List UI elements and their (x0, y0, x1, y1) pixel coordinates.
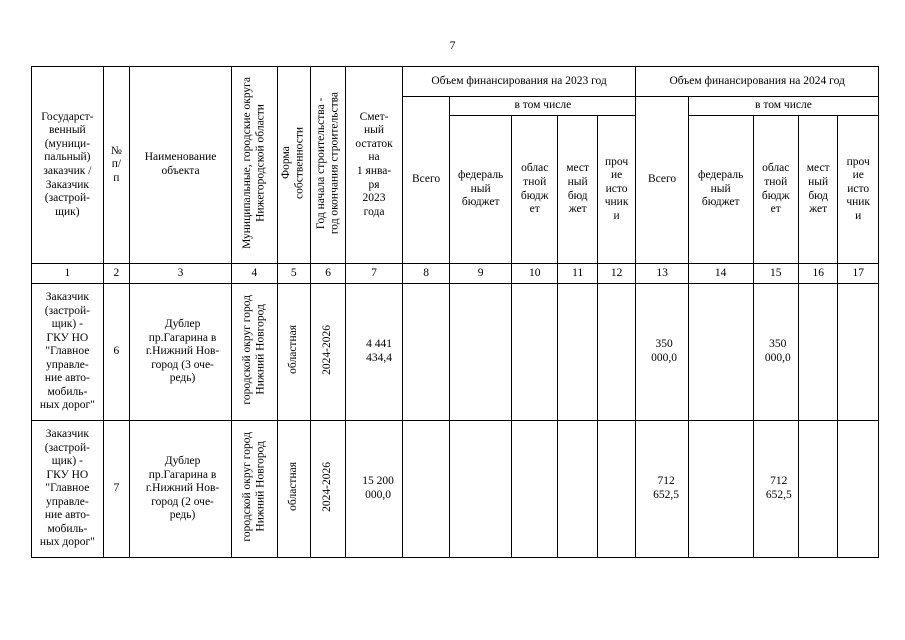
row-federal-2023 (450, 284, 512, 421)
row-other-2024 (838, 421, 879, 558)
header-fin-2023: Объем финансирования на 2023 год (402, 67, 635, 97)
row-customer: Заказчик (застрой- щик) - ГКУ НО "Главное управле- ние авто- мобиль- ных дорог" (32, 421, 104, 558)
row-num: 6 (103, 284, 129, 421)
table-row (32, 421, 879, 558)
financing-table (31, 66, 879, 558)
page-number: 7 (449, 38, 456, 52)
row-ownership: областная (277, 284, 310, 421)
header-years: Год начала строительства - год окончания строительства (310, 67, 345, 264)
row-ownership: областная (277, 421, 310, 558)
column-number: 16 (798, 264, 837, 284)
header-object-name: Наименование объекта (130, 67, 232, 264)
header-balance: Смет- ный остаток на 1 янва- ря 2023 года (346, 67, 403, 264)
header-other-2023: проч ие исто чник и (597, 116, 635, 264)
column-number: 9 (450, 264, 512, 284)
row-balance: 4 441 434,4 (346, 284, 403, 421)
row-federal-2023 (450, 421, 512, 558)
column-number: 11 (558, 264, 597, 284)
header-fin-2024: Объем финансирования на 2024 год (636, 67, 879, 97)
row-years: 2024-2026 (310, 284, 345, 421)
row-total-2024: 350 000,0 (636, 284, 689, 421)
row-years: 2024-2026 (310, 421, 345, 558)
row-local-2023 (558, 284, 597, 421)
header-including-2023: в том числе (450, 97, 636, 116)
column-number: 5 (277, 264, 310, 284)
header-municipality: Муниципальные, городские округа Нижегородской области (232, 67, 277, 264)
row-regional-2024: 712 652,5 (753, 421, 798, 558)
column-number-row (32, 264, 879, 284)
row-federal-2024 (688, 421, 753, 558)
header-total-2023: Всего (402, 97, 450, 264)
column-number: 1 (32, 264, 104, 284)
header-local-2023: мест ный бюд жет (558, 116, 597, 264)
row-object-name: Дублер пр.Гагарина в г.Нижний Нов- город (2 оче- редь) (130, 421, 232, 558)
column-number: 4 (232, 264, 277, 284)
row-total-2023 (402, 284, 450, 421)
row-local-2024 (798, 284, 837, 421)
row-local-2023 (558, 421, 597, 558)
column-number: 13 (636, 264, 689, 284)
column-number: 17 (838, 264, 879, 284)
row-num: 7 (103, 421, 129, 558)
row-regional-2024: 350 000,0 (753, 284, 798, 421)
column-number: 8 (402, 264, 450, 284)
row-customer: Заказчик (застрой- щик) - ГКУ НО "Главное управле- ние авто- мобиль- ных дорог" (32, 284, 104, 421)
table-row (32, 284, 879, 421)
column-number: 3 (130, 264, 232, 284)
row-total-2023 (402, 421, 450, 558)
header-ownership: Форма собственности (277, 67, 310, 264)
header-other-2024: проч ие исто чник и (838, 116, 879, 264)
row-other-2024 (838, 284, 879, 421)
header-total-2024: Всего (636, 97, 689, 264)
row-federal-2024 (688, 284, 753, 421)
column-number: 10 (511, 264, 557, 284)
row-municipality: городской округ город Нижний Новгород (232, 284, 277, 421)
header-federal-2024: федераль ный бюджет (688, 116, 753, 264)
row-other-2023 (597, 284, 635, 421)
column-number: 6 (310, 264, 345, 284)
row-regional-2023 (511, 284, 557, 421)
header-regional-2023: облас тной бюдж ет (511, 116, 557, 264)
row-regional-2023 (511, 421, 557, 558)
header-num: № п/ п (103, 67, 129, 264)
row-other-2023 (597, 421, 635, 558)
header-federal-2023: федераль ный бюджет (450, 116, 512, 264)
header-regional-2024: облас тной бюдж ет (753, 116, 798, 264)
row-local-2024 (798, 421, 837, 558)
column-number: 15 (753, 264, 798, 284)
header-customer: Государст- венный (муници- пальный) заказчик / Заказчик (застрой- щик) (32, 67, 104, 264)
column-number: 12 (597, 264, 635, 284)
row-municipality: городской округ город Нижний Новгород (232, 421, 277, 558)
header-including-2024: в том числе (688, 97, 878, 116)
header-local-2024: мест ный бюд жет (798, 116, 837, 264)
column-number: 2 (103, 264, 129, 284)
row-object-name: Дублер пр.Гагарина в г.Нижний Нов- город (3 оче- редь) (130, 284, 232, 421)
column-number: 7 (346, 264, 403, 284)
row-total-2024: 712 652,5 (636, 421, 689, 558)
column-number: 14 (688, 264, 753, 284)
row-balance: 15 200 000,0 (346, 421, 403, 558)
